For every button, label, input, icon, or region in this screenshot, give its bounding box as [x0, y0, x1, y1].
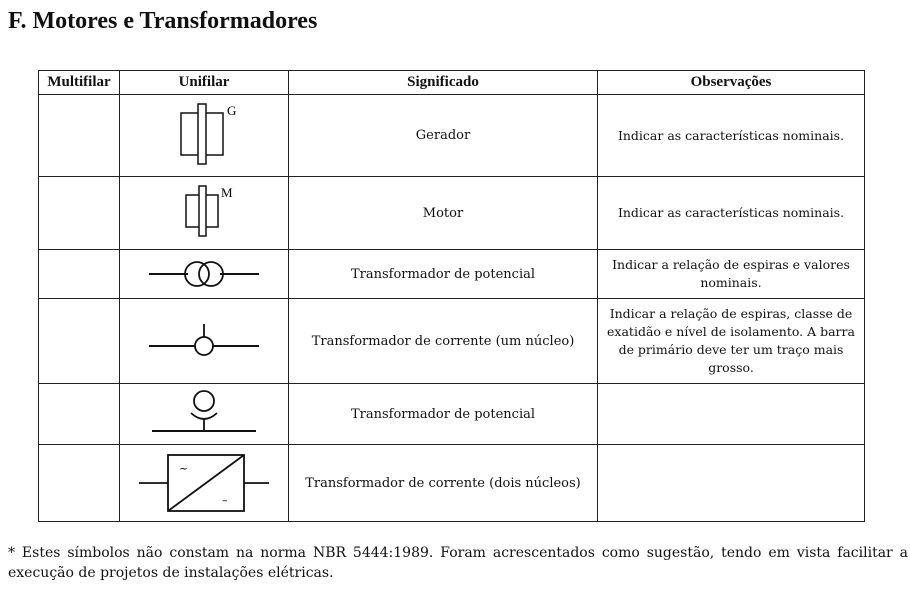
obs-cell: Indicar as características nominais. [598, 95, 865, 177]
dc-label: – [222, 494, 228, 507]
motor-symbol [120, 177, 289, 250]
table-row [39, 95, 865, 177]
multifilar-cell [39, 299, 120, 384]
meaning-cell: Gerador [289, 95, 598, 177]
motor-label: M [221, 185, 233, 200]
multifilar-cell [39, 95, 120, 177]
obs-cell [598, 384, 865, 445]
current-transformer-symbol [120, 299, 289, 384]
meaning-cell: Transformador de corrente (dois núcleos) [289, 445, 598, 522]
generator-symbol [120, 95, 289, 177]
table-row [39, 445, 865, 522]
meaning-cell: Transformador de potencial [289, 250, 598, 299]
header-significado: Significado [289, 71, 598, 95]
obs-cell: Indicar a relação de espiras e valores nominais. [598, 250, 865, 299]
table-row [39, 177, 865, 250]
multifilar-cell [39, 445, 120, 522]
meaning-cell: Motor [289, 177, 598, 250]
generator-label: G [227, 102, 237, 118]
current-transformer-two-core-symbol [120, 445, 289, 522]
table-header [39, 71, 865, 95]
obs-cell: Indicar a relação de espiras, classe de exatidão e nível de isolamento. A barra de primário deve ter um traço mais grosso. [598, 299, 865, 384]
footnote: * Estes símbolos não constam na norma NBR 5444:1989. Foram acrescentados como sugestão, tendo em vista facilitar a execução de projetos de instalações elétricas. [8, 545, 908, 581]
meaning-cell: Transformador de potencial [289, 384, 598, 445]
obs-cell: Indicar as características nominais. [598, 177, 865, 250]
meaning-cell: Transformador de corrente (um núcleo) [289, 299, 598, 384]
table-row [39, 299, 865, 384]
multifilar-cell [39, 177, 120, 250]
potential-transformer-alt-symbol [120, 384, 289, 445]
ac-label: ~ [179, 462, 189, 475]
section-title: F. Motores e Transformadores [8, 8, 318, 34]
multifilar-cell [39, 250, 120, 299]
header-unifilar: Unifilar [120, 71, 289, 95]
table-row [39, 384, 865, 445]
table-row [39, 250, 865, 299]
obs-cell [598, 445, 865, 522]
header-observacoes: Observações [598, 71, 865, 95]
multifilar-cell [39, 384, 120, 445]
potential-transformer-symbol [120, 250, 289, 299]
symbols-table [38, 70, 865, 522]
header-multifilar: Multifilar [39, 71, 120, 95]
